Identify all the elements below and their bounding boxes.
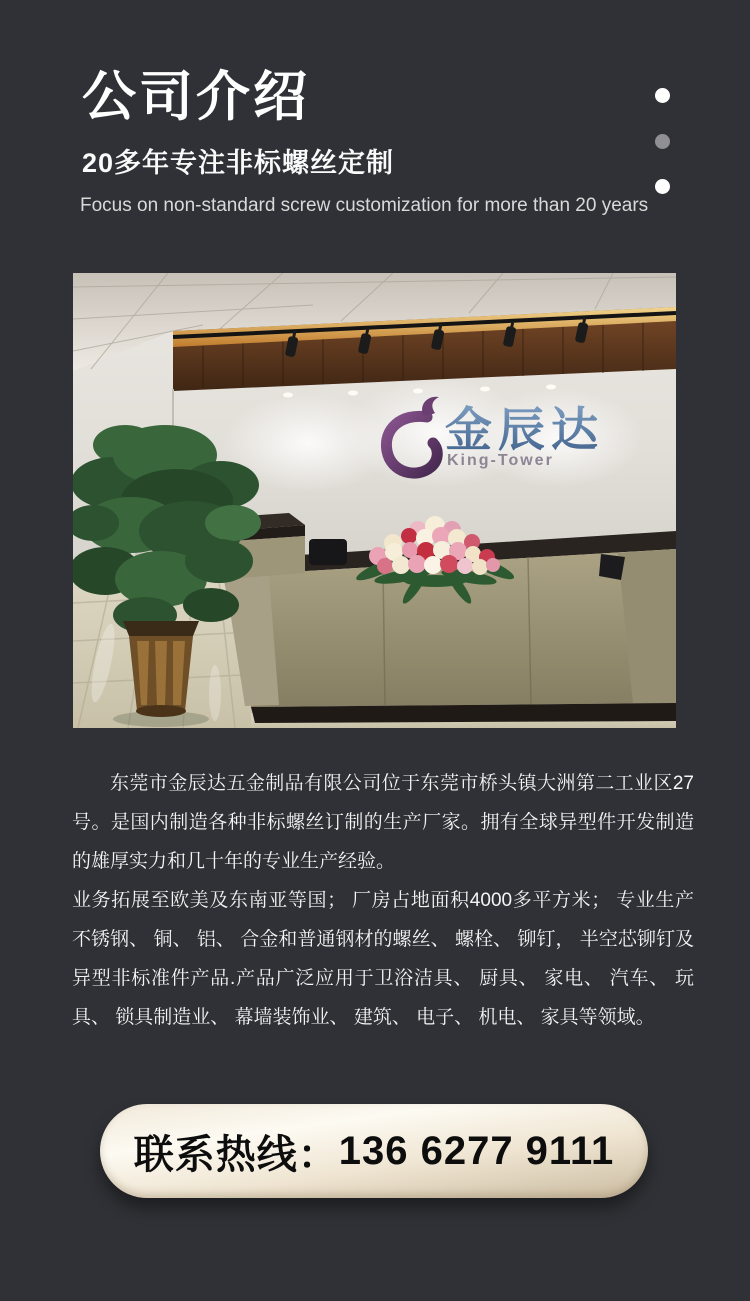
about-section: [72, 764, 694, 1037]
hotline-button[interactable]: [100, 1104, 648, 1198]
decor-dots: [654, 88, 670, 194]
logo-text-en: King-Tower: [447, 452, 554, 469]
logo-text-cn: 金辰达: [445, 405, 604, 457]
decor-dot-icon: [655, 179, 670, 194]
office-chair: [599, 554, 625, 580]
decor-dot-icon: [655, 134, 670, 149]
decor-dot-icon: [655, 88, 670, 103]
reception-photo: [73, 273, 676, 728]
hotline-number: 136 6277 9111: [338, 1128, 615, 1173]
about-paragraph: 业务拓展至欧美及东南亚等国； 厂房占地面积4000多平方米； 专业生产不锈钢、 铜、 铝、 合金和普通钢材的螺丝、 螺栓、 铆钉， 半空芯铆钉及异型非标准件产品.产品广泛应用于卫浴洁具、 厨具、 家电、 汽车、 玩具、 锁具制造业、 幕墙装饰业、 建筑、 电子、 机电、 家具等领域。: [72, 890, 694, 1028]
page-subtitle: 20多年专注非标螺丝定制: [82, 148, 395, 178]
page-tagline-en: Focus on non-standard screw customization for more than 20 years: [80, 195, 649, 216]
about-paragraph: 东莞市金辰达五金制品有限公司位于东莞市桥头镇大洲第二工业区27号。是国内制造各种非标螺丝订制的生产厂家。拥有全球异型件开发制造的雄厚实力和几十年的专业生产经验。: [72, 773, 694, 872]
page-title: 公司介绍: [82, 67, 310, 127]
office-chair: [309, 539, 347, 565]
reception-photo-art: [73, 273, 676, 728]
hotline-label: 联系热线：: [133, 1132, 339, 1177]
